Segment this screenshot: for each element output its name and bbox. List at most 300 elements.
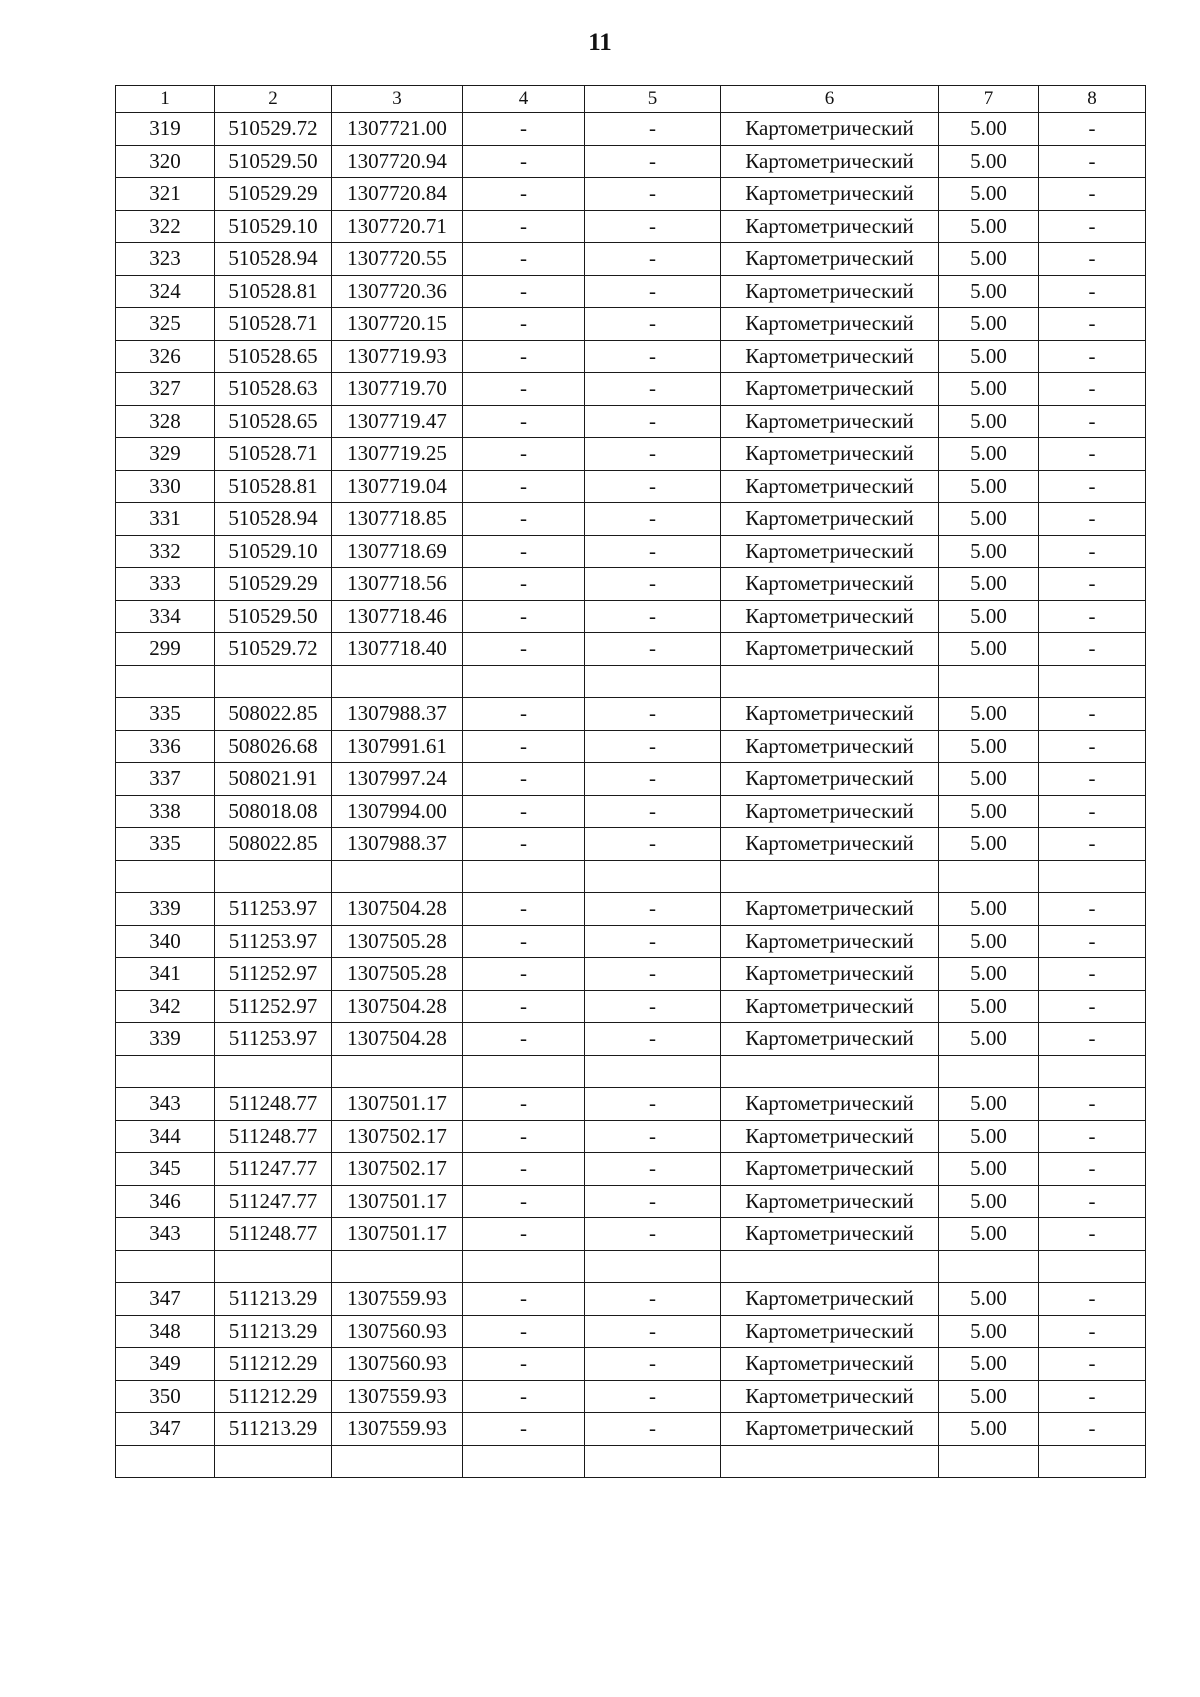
cell-col-5: - (585, 730, 721, 763)
cell-col-5: - (585, 405, 721, 438)
cell-accuracy: 5.00 (939, 1218, 1039, 1251)
cell-coord-x: 508022.85 (215, 828, 332, 861)
cell-col-4: - (463, 1218, 585, 1251)
cell-accuracy: 5.00 (939, 438, 1039, 471)
cell-col-8: - (1039, 470, 1146, 503)
cell-coord-y: 1307994.00 (332, 795, 463, 828)
cell-accuracy: 5.00 (939, 470, 1039, 503)
cell-accuracy: 5.00 (939, 243, 1039, 276)
cell-accuracy (939, 665, 1039, 698)
cell-point-number: 326 (116, 340, 215, 373)
table-row (116, 795, 1146, 828)
table-row (116, 535, 1146, 568)
cell-col-4: - (463, 568, 585, 601)
cell-coord-x: 511213.29 (215, 1413, 332, 1446)
cell-accuracy (939, 1055, 1039, 1088)
cell-col-5: - (585, 568, 721, 601)
cell-col-8: - (1039, 1348, 1146, 1381)
cell-method: Картометрический (721, 1348, 939, 1381)
cell-coord-x: 511248.77 (215, 1218, 332, 1251)
table-separator-row (116, 860, 1146, 893)
cell-method: Картометрический (721, 828, 939, 861)
cell-col-4: - (463, 503, 585, 536)
cell-col-5: - (585, 1218, 721, 1251)
cell-col-8: - (1039, 1380, 1146, 1413)
cell-col-4: - (463, 1315, 585, 1348)
cell-point-number: 336 (116, 730, 215, 763)
column-header-2: 2 (215, 86, 332, 113)
cell-coord-y: 1307718.40 (332, 633, 463, 666)
cell-accuracy: 5.00 (939, 1315, 1039, 1348)
cell-col-5: - (585, 340, 721, 373)
cell-col-4: - (463, 893, 585, 926)
cell-col-5: - (585, 1283, 721, 1316)
cell-method: Картометрический (721, 503, 939, 536)
cell-method: Картометрический (721, 600, 939, 633)
cell-accuracy: 5.00 (939, 958, 1039, 991)
cell-col-5: - (585, 1348, 721, 1381)
cell-point-number: 343 (116, 1088, 215, 1121)
cell-accuracy: 5.00 (939, 1185, 1039, 1218)
cell-coord-y (332, 1055, 463, 1088)
cell-coord-x: 510528.81 (215, 470, 332, 503)
cell-method: Картометрический (721, 990, 939, 1023)
cell-accuracy: 5.00 (939, 405, 1039, 438)
table-row (116, 503, 1146, 536)
cell-col-5: - (585, 600, 721, 633)
cell-coord-x: 510528.71 (215, 308, 332, 341)
cell-point-number: 350 (116, 1380, 215, 1413)
table-row (116, 990, 1146, 1023)
cell-method: Картометрический (721, 535, 939, 568)
cell-point-number: 343 (116, 1218, 215, 1251)
cell-col-5: - (585, 1185, 721, 1218)
table-row (116, 145, 1146, 178)
cell-accuracy: 5.00 (939, 1120, 1039, 1153)
cell-coord-y: 1307718.56 (332, 568, 463, 601)
cell-col-5: - (585, 535, 721, 568)
cell-point-number: 349 (116, 1348, 215, 1381)
cell-col-5: - (585, 763, 721, 796)
cell-col-5: - (585, 1153, 721, 1186)
cell-coord-x: 511252.97 (215, 990, 332, 1023)
cell-point-number: 319 (116, 113, 215, 146)
cell-coord-x: 511252.97 (215, 958, 332, 991)
cell-coord-y: 1307501.17 (332, 1185, 463, 1218)
cell-col-5: - (585, 990, 721, 1023)
cell-point-number: 332 (116, 535, 215, 568)
cell-col-8: - (1039, 990, 1146, 1023)
table-row (116, 893, 1146, 926)
cell-point-number: 329 (116, 438, 215, 471)
cell-accuracy (939, 1445, 1039, 1478)
cell-accuracy: 5.00 (939, 763, 1039, 796)
cell-point-number: 347 (116, 1413, 215, 1446)
cell-col-5 (585, 1250, 721, 1283)
cell-coord-y: 1307560.93 (332, 1348, 463, 1381)
cell-col-8: - (1039, 1283, 1146, 1316)
cell-col-4: - (463, 373, 585, 406)
cell-col-4: - (463, 828, 585, 861)
cell-col-4: - (463, 1023, 585, 1056)
cell-coord-y: 1307559.93 (332, 1380, 463, 1413)
cell-coord-y: 1307502.17 (332, 1153, 463, 1186)
cell-coord-y: 1307720.71 (332, 210, 463, 243)
cell-method: Картометрический (721, 1283, 939, 1316)
cell-col-5: - (585, 828, 721, 861)
cell-col-8: - (1039, 535, 1146, 568)
column-header-6: 6 (721, 86, 939, 113)
cell-accuracy: 5.00 (939, 308, 1039, 341)
cell-accuracy: 5.00 (939, 178, 1039, 211)
table-row (116, 1023, 1146, 1056)
cell-point-number: 337 (116, 763, 215, 796)
cell-method: Картометрический (721, 1413, 939, 1446)
cell-coord-y: 1307504.28 (332, 1023, 463, 1056)
table-row (116, 470, 1146, 503)
cell-col-8: - (1039, 1023, 1146, 1056)
cell-point-number: 330 (116, 470, 215, 503)
cell-coord-x: 510529.50 (215, 145, 332, 178)
cell-accuracy: 5.00 (939, 1088, 1039, 1121)
cell-method: Картометрический (721, 1315, 939, 1348)
cell-col-4: - (463, 698, 585, 731)
cell-col-8: - (1039, 763, 1146, 796)
cell-coord-x: 510529.72 (215, 633, 332, 666)
table-row (116, 243, 1146, 276)
cell-col-4 (463, 1445, 585, 1478)
cell-col-8: - (1039, 308, 1146, 341)
cell-col-5: - (585, 373, 721, 406)
cell-accuracy: 5.00 (939, 698, 1039, 731)
table-row (116, 1088, 1146, 1121)
cell-coord-x: 510528.94 (215, 503, 332, 536)
cell-col-8: - (1039, 178, 1146, 211)
cell-coord-x (215, 1250, 332, 1283)
cell-col-4: - (463, 1185, 585, 1218)
cell-accuracy: 5.00 (939, 893, 1039, 926)
cell-coord-y: 1307988.37 (332, 698, 463, 731)
cell-col-4: - (463, 113, 585, 146)
cell-method: Картометрический (721, 1120, 939, 1153)
cell-col-5: - (585, 1315, 721, 1348)
table-row (116, 1185, 1146, 1218)
cell-point-number: 345 (116, 1153, 215, 1186)
cell-accuracy: 5.00 (939, 145, 1039, 178)
cell-coord-x: 511212.29 (215, 1348, 332, 1381)
cell-method: Картометрический (721, 698, 939, 731)
table-row (116, 763, 1146, 796)
cell-col-8: - (1039, 958, 1146, 991)
cell-col-4: - (463, 1348, 585, 1381)
cell-col-5: - (585, 698, 721, 731)
cell-point-number: 323 (116, 243, 215, 276)
cell-coord-x: 510529.72 (215, 113, 332, 146)
page-number: 11 (588, 29, 612, 56)
cell-method: Картометрический (721, 1023, 939, 1056)
cell-point-number: 348 (116, 1315, 215, 1348)
cell-coord-x: 510528.71 (215, 438, 332, 471)
cell-col-5 (585, 1055, 721, 1088)
cell-col-4: - (463, 1088, 585, 1121)
cell-coord-y: 1307719.70 (332, 373, 463, 406)
table-row (116, 1218, 1146, 1251)
cell-col-5: - (585, 925, 721, 958)
cell-method (721, 1445, 939, 1478)
table-separator-row (116, 1055, 1146, 1088)
cell-col-8: - (1039, 210, 1146, 243)
cell-col-4: - (463, 958, 585, 991)
cell-accuracy: 5.00 (939, 275, 1039, 308)
cell-col-4: - (463, 210, 585, 243)
cell-col-4: - (463, 1153, 585, 1186)
cell-coord-x: 508026.68 (215, 730, 332, 763)
cell-col-4: - (463, 925, 585, 958)
cell-point-number: 347 (116, 1283, 215, 1316)
cell-coord-x: 511213.29 (215, 1315, 332, 1348)
cell-col-4: - (463, 1120, 585, 1153)
table-row (116, 113, 1146, 146)
cell-col-5: - (585, 308, 721, 341)
cell-coord-x: 511248.77 (215, 1120, 332, 1153)
cell-col-8: - (1039, 600, 1146, 633)
cell-col-4 (463, 665, 585, 698)
cell-coord-y: 1307504.28 (332, 893, 463, 926)
cell-accuracy: 5.00 (939, 1023, 1039, 1056)
cell-accuracy: 5.00 (939, 210, 1039, 243)
cell-method: Картометрический (721, 633, 939, 666)
column-header-4: 4 (463, 86, 585, 113)
cell-coord-y: 1307501.17 (332, 1218, 463, 1251)
cell-method: Картометрический (721, 145, 939, 178)
cell-accuracy: 5.00 (939, 1153, 1039, 1186)
cell-coord-x: 510528.65 (215, 340, 332, 373)
cell-point-number: 327 (116, 373, 215, 406)
table-row (116, 600, 1146, 633)
cell-col-8: - (1039, 893, 1146, 926)
cell-coord-x: 508021.91 (215, 763, 332, 796)
cell-coord-x: 510529.29 (215, 568, 332, 601)
cell-method: Картометрический (721, 1380, 939, 1413)
cell-point-number: 320 (116, 145, 215, 178)
cell-method: Картометрический (721, 438, 939, 471)
cell-method: Картометрический (721, 275, 939, 308)
cell-method: Картометрический (721, 373, 939, 406)
column-header-1: 1 (116, 86, 215, 113)
table-row (116, 1315, 1146, 1348)
cell-col-4: - (463, 990, 585, 1023)
table-header-row (116, 86, 1146, 113)
cell-coord-x: 511248.77 (215, 1088, 332, 1121)
cell-col-4: - (463, 763, 585, 796)
cell-col-8: - (1039, 1218, 1146, 1251)
cell-col-5: - (585, 1088, 721, 1121)
column-header-8: 8 (1039, 86, 1146, 113)
cell-col-5: - (585, 1380, 721, 1413)
table-row (116, 405, 1146, 438)
cell-method: Картометрический (721, 730, 939, 763)
cell-point-number: 334 (116, 600, 215, 633)
cell-point-number: 341 (116, 958, 215, 991)
cell-method (721, 1250, 939, 1283)
cell-col-4: - (463, 178, 585, 211)
table-row (116, 1153, 1146, 1186)
cell-col-4: - (463, 1413, 585, 1446)
cell-col-8: - (1039, 438, 1146, 471)
cell-accuracy: 5.00 (939, 113, 1039, 146)
cell-coord-x: 510529.29 (215, 178, 332, 211)
cell-coord-y: 1307560.93 (332, 1315, 463, 1348)
table-separator-row (116, 665, 1146, 698)
cell-col-8: - (1039, 925, 1146, 958)
cell-col-8: - (1039, 113, 1146, 146)
table-row (116, 210, 1146, 243)
cell-coord-y (332, 860, 463, 893)
cell-point-number: 325 (116, 308, 215, 341)
cell-point-number: 331 (116, 503, 215, 536)
cell-accuracy: 5.00 (939, 503, 1039, 536)
cell-method: Картометрический (721, 568, 939, 601)
cell-accuracy: 5.00 (939, 340, 1039, 373)
cell-col-8: - (1039, 828, 1146, 861)
cell-method: Картометрический (721, 1185, 939, 1218)
table-separator-row (116, 1250, 1146, 1283)
cell-col-8: - (1039, 1185, 1146, 1218)
column-header-3: 3 (332, 86, 463, 113)
cell-method: Картометрический (721, 405, 939, 438)
cell-col-4: - (463, 308, 585, 341)
table-body (116, 113, 1146, 1478)
cell-coord-x: 511247.77 (215, 1153, 332, 1186)
cell-coord-y: 1307718.69 (332, 535, 463, 568)
table-row (116, 633, 1146, 666)
cell-point-number: 338 (116, 795, 215, 828)
table-row (116, 1413, 1146, 1446)
cell-point-number (116, 1445, 215, 1478)
table-row (116, 1348, 1146, 1381)
cell-point-number: 335 (116, 828, 215, 861)
cell-coord-y: 1307719.47 (332, 405, 463, 438)
cell-col-8: - (1039, 795, 1146, 828)
cell-accuracy: 5.00 (939, 373, 1039, 406)
cell-point-number (116, 665, 215, 698)
cell-coord-y: 1307718.46 (332, 600, 463, 633)
cell-col-4: - (463, 600, 585, 633)
cell-col-4: - (463, 795, 585, 828)
table-row (116, 828, 1146, 861)
cell-col-5: - (585, 1120, 721, 1153)
cell-method: Картометрический (721, 340, 939, 373)
cell-accuracy: 5.00 (939, 925, 1039, 958)
cell-col-5: - (585, 893, 721, 926)
cell-col-4 (463, 1250, 585, 1283)
cell-coord-y: 1307721.00 (332, 113, 463, 146)
cell-coord-y: 1307504.28 (332, 990, 463, 1023)
cell-coord-x: 510528.63 (215, 373, 332, 406)
table-row (116, 178, 1146, 211)
cell-coord-x: 510528.65 (215, 405, 332, 438)
cell-method: Картометрический (721, 795, 939, 828)
cell-method: Картометрический (721, 763, 939, 796)
cell-point-number: 335 (116, 698, 215, 731)
cell-coord-y: 1307559.93 (332, 1283, 463, 1316)
cell-coord-x: 510529.10 (215, 535, 332, 568)
cell-method: Картометрический (721, 893, 939, 926)
cell-col-5: - (585, 438, 721, 471)
cell-point-number: 333 (116, 568, 215, 601)
cell-method: Картометрический (721, 958, 939, 991)
cell-point-number: 339 (116, 1023, 215, 1056)
cell-col-4: - (463, 243, 585, 276)
cell-col-4 (463, 860, 585, 893)
cell-accuracy: 5.00 (939, 1413, 1039, 1446)
cell-col-8: - (1039, 1153, 1146, 1186)
cell-col-4: - (463, 145, 585, 178)
cell-point-number: 322 (116, 210, 215, 243)
cell-col-5: - (585, 1023, 721, 1056)
cell-col-8 (1039, 665, 1146, 698)
cell-col-8: - (1039, 243, 1146, 276)
cell-coord-y: 1307720.84 (332, 178, 463, 211)
cell-point-number (116, 1250, 215, 1283)
table-row (116, 698, 1146, 731)
cell-point-number: 339 (116, 893, 215, 926)
table-row (116, 373, 1146, 406)
cell-col-8: - (1039, 340, 1146, 373)
cell-col-8: - (1039, 405, 1146, 438)
cell-col-4: - (463, 1380, 585, 1413)
cell-method (721, 1055, 939, 1088)
cell-coord-x (215, 860, 332, 893)
cell-accuracy: 5.00 (939, 633, 1039, 666)
cell-accuracy: 5.00 (939, 990, 1039, 1023)
cell-col-5: - (585, 113, 721, 146)
cell-coord-y: 1307718.85 (332, 503, 463, 536)
cell-col-8: - (1039, 1315, 1146, 1348)
cell-point-number: 321 (116, 178, 215, 211)
cell-col-5 (585, 665, 721, 698)
cell-accuracy: 5.00 (939, 795, 1039, 828)
cell-coord-y: 1307505.28 (332, 925, 463, 958)
cell-coord-x (215, 1055, 332, 1088)
cell-col-4: - (463, 1283, 585, 1316)
cell-point-number (116, 1055, 215, 1088)
cell-col-8: - (1039, 503, 1146, 536)
cell-col-8: - (1039, 145, 1146, 178)
cell-method: Картометрический (721, 243, 939, 276)
cell-point-number (116, 860, 215, 893)
cell-method (721, 665, 939, 698)
cell-method: Картометрический (721, 210, 939, 243)
cell-col-5: - (585, 210, 721, 243)
cell-coord-y: 1307719.25 (332, 438, 463, 471)
cell-method: Картометрический (721, 1218, 939, 1251)
cell-col-5 (585, 1445, 721, 1478)
table-row (116, 1283, 1146, 1316)
cell-col-8: - (1039, 1413, 1146, 1446)
cell-accuracy: 5.00 (939, 535, 1039, 568)
cell-col-8: - (1039, 633, 1146, 666)
cell-coord-x: 511253.97 (215, 925, 332, 958)
cell-col-8: - (1039, 1088, 1146, 1121)
cell-accuracy: 5.00 (939, 1380, 1039, 1413)
cell-method: Картометрический (721, 1088, 939, 1121)
cell-coord-y: 1307988.37 (332, 828, 463, 861)
cell-method: Картометрический (721, 925, 939, 958)
cell-coord-y: 1307719.04 (332, 470, 463, 503)
cell-point-number: 340 (116, 925, 215, 958)
cell-col-5: - (585, 470, 721, 503)
